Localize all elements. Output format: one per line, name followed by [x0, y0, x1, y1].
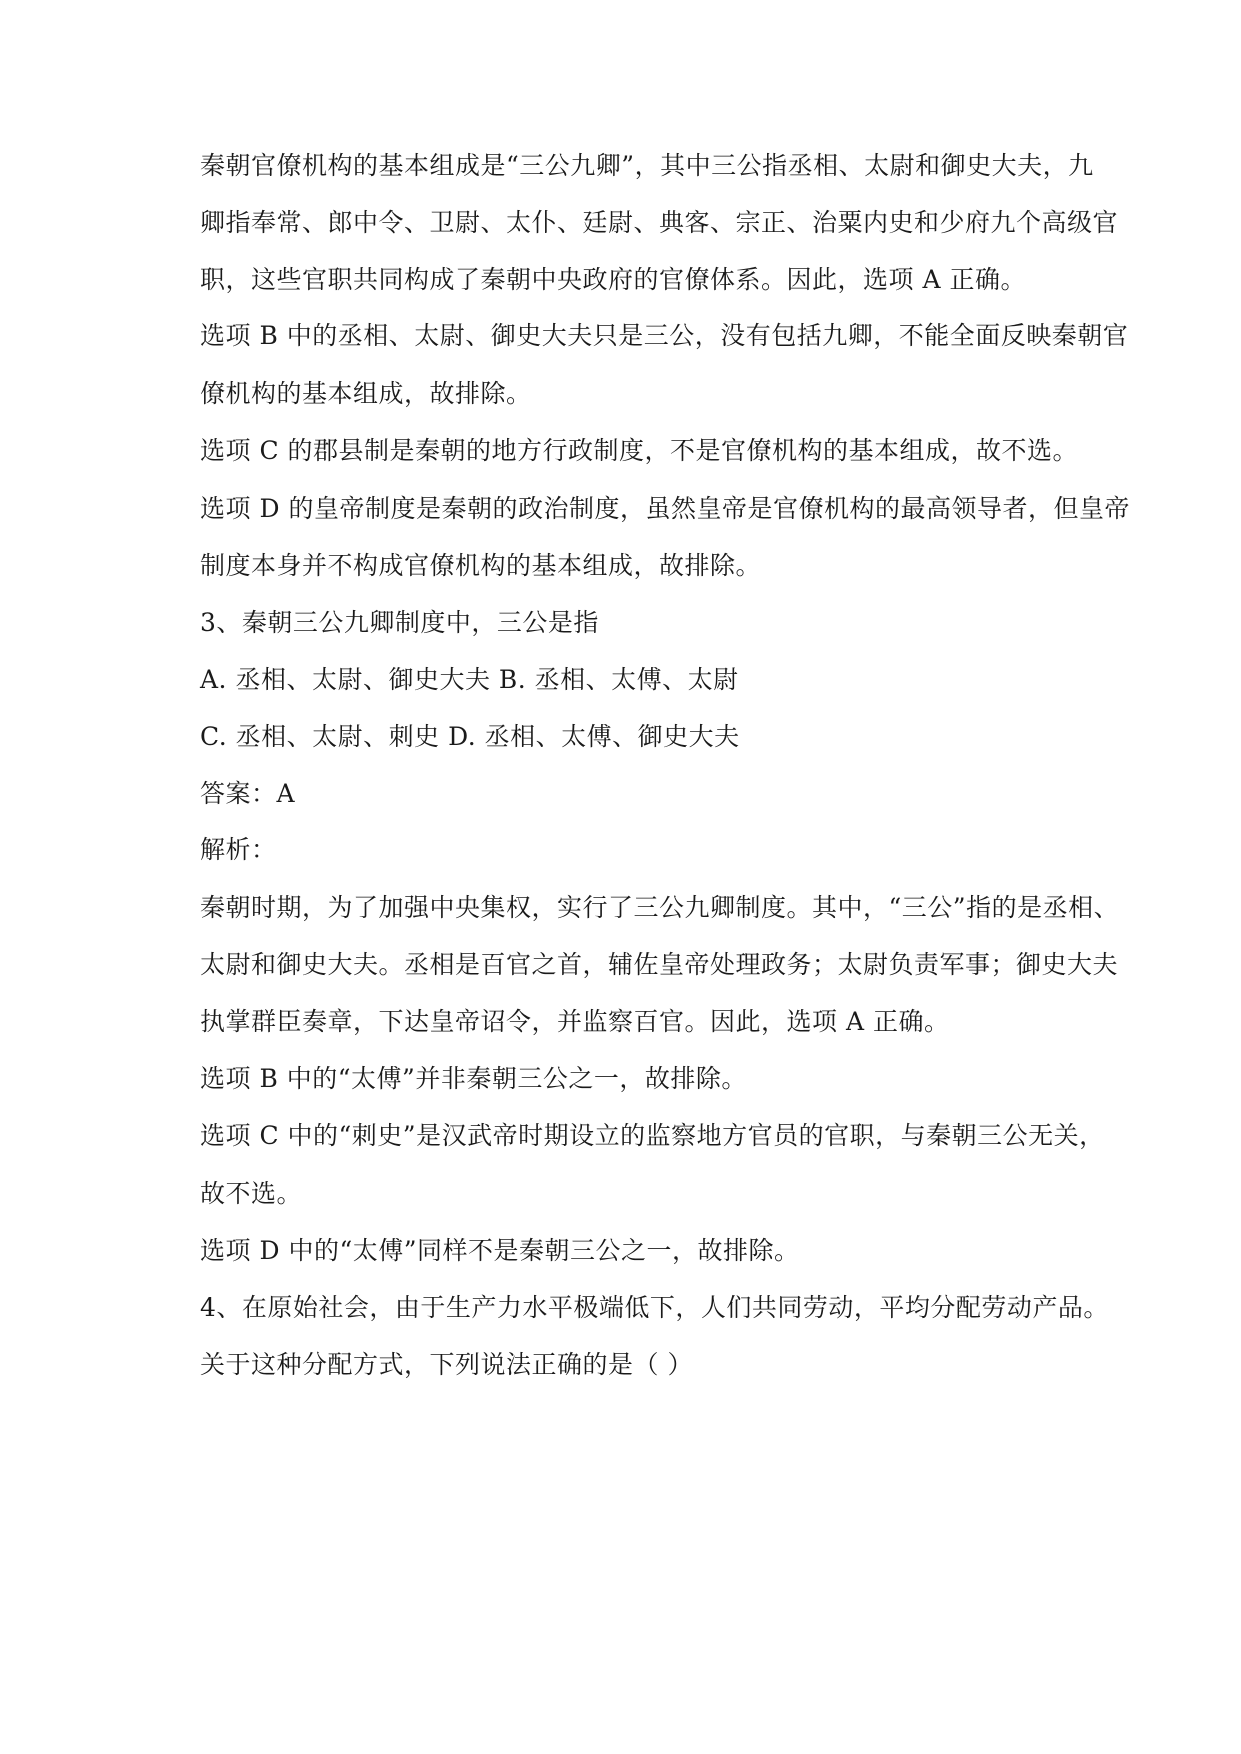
text-line: 卿指奉常、郎中令、卫尉、太仆、廷尉、典客、宗正、治粟内史和少府九个高级官 — [200, 208, 1119, 237]
question-title: 3、秦朝三公九卿制度中，三公是指 — [200, 608, 599, 637]
answer-label: 答案：A — [200, 779, 296, 808]
text-line: 关于这种分配方式，下列说法正确的是（ ） — [200, 1350, 693, 1379]
text-line: 故不选。 — [200, 1179, 303, 1208]
text-line: 僚机构的基本组成，故排除。 — [200, 379, 532, 408]
question-options: C. 丞相、太尉、刺史 D. 丞相、太傅、御史大夫 — [200, 722, 740, 751]
text-line: 选项 B 中的丞相、太尉、御史大夫只是三公，没有包括九卿，不能全面反映秦朝官 — [200, 321, 1129, 350]
text-line: 秦朝官僚机构的基本组成是“三公九卿”，其中三公指丞相、太尉和御史大夫，九 — [200, 151, 1094, 180]
text-line: 太尉和御史大夫。丞相是百官之首，辅佐皇帝处理政务；太尉负责军事；御史大夫 — [200, 950, 1119, 979]
text-line: 选项 D 中的“太傅”同样不是秦朝三公之一，故排除。 — [200, 1236, 800, 1265]
text-line: 选项 C 中的“刺史”是汉武帝时期设立的监察地方官员的官职，与秦朝三公无关， — [200, 1121, 1105, 1150]
text-line: 执掌群臣奏章，下达皇帝诏令，并监察百官。因此，选项 A 正确。 — [200, 1007, 950, 1036]
text-line: 选项 D 的皇帝制度是秦朝的政治制度，虽然皇帝是官僚机构的最高领导者，但皇帝 — [200, 494, 1130, 523]
text-line: 秦朝时期，为了加强中央集权，实行了三公九卿制度。其中，“三公”指的是丞相、 — [200, 893, 1120, 922]
text-line: 选项 C 的郡县制是秦朝的地方行政制度，不是官僚机构的基本组成，故不选。 — [200, 436, 1079, 465]
question-options: A. 丞相、太尉、御史大夫 B. 丞相、太傅、太尉 — [200, 665, 739, 694]
analysis-label: 解析： — [200, 835, 277, 864]
text-line: 选项 B 中的“太傅”并非秦朝三公之一，故排除。 — [200, 1064, 747, 1093]
text-line: 职，这些官职共同构成了秦朝中央政府的官僚体系。因此，选项 A 正确。 — [200, 265, 1026, 294]
text-line: 制度本身并不构成官僚机构的基本组成，故排除。 — [200, 551, 762, 580]
question-title: 4、在原始社会，由于生产力水平极端低下，人们共同劳动，平均分配劳动产品。 — [200, 1293, 1109, 1322]
